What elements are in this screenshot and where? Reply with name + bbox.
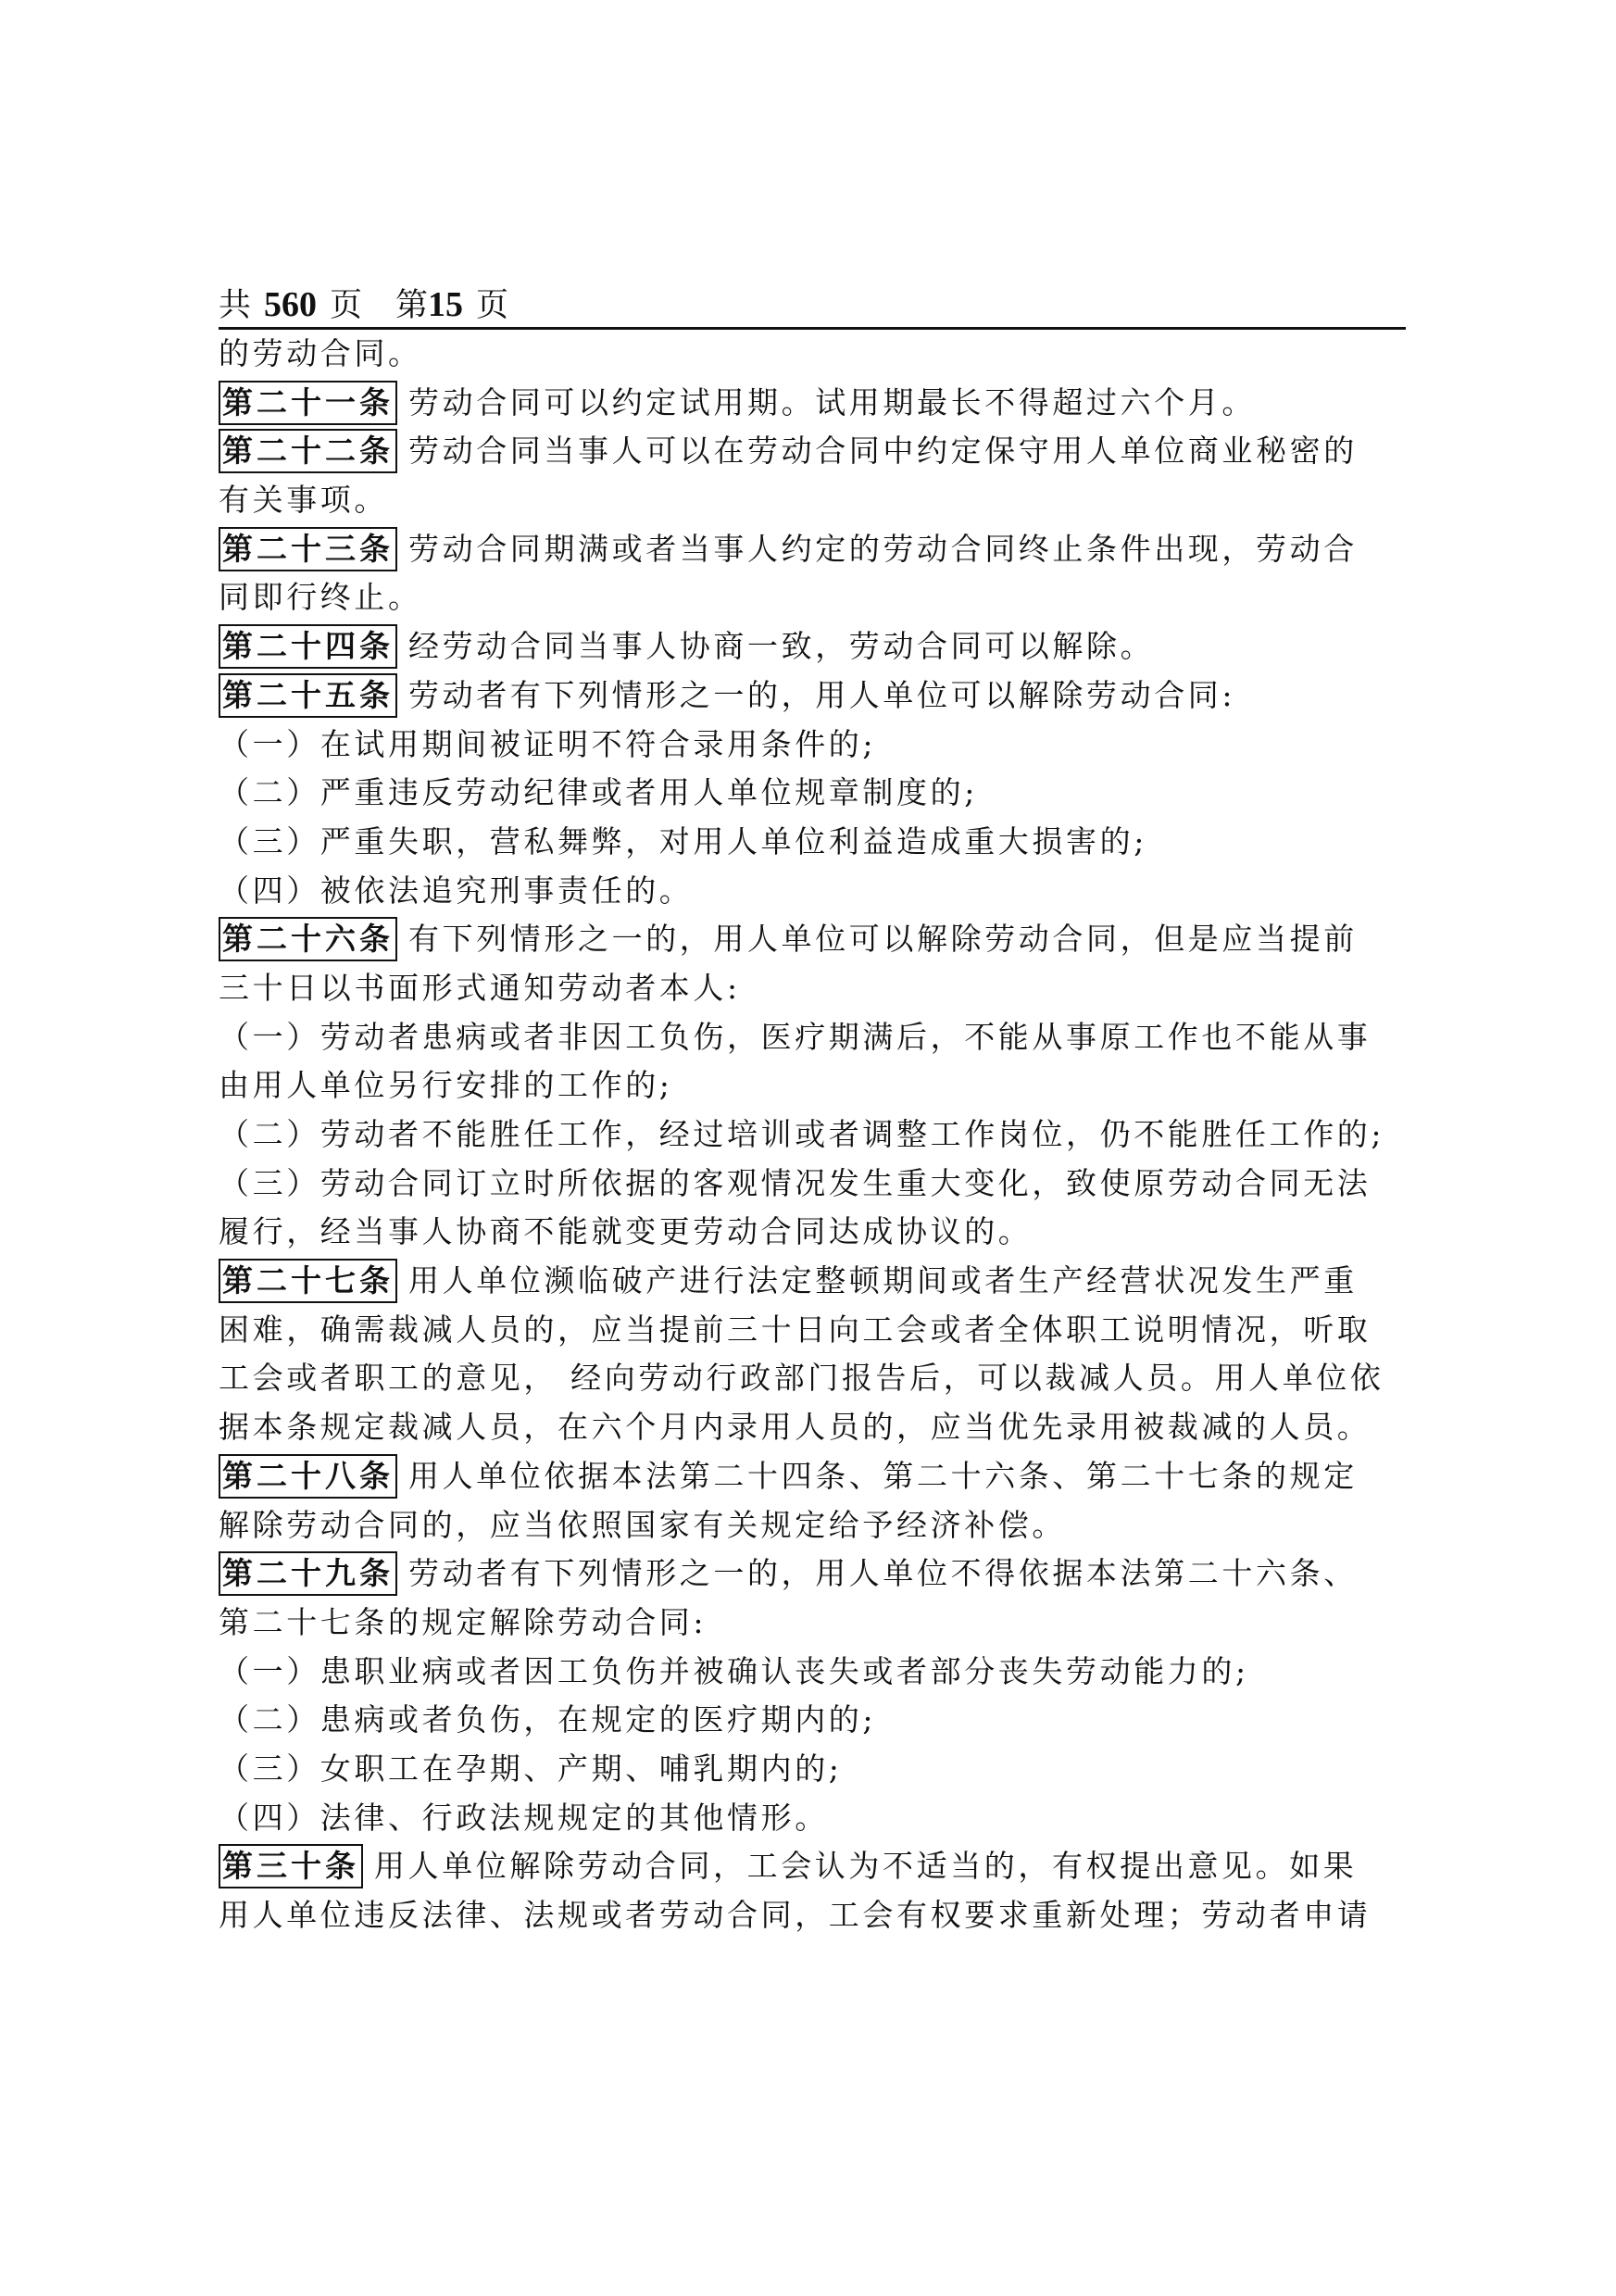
text-line [219, 573, 1406, 622]
text-line [219, 1208, 1406, 1257]
article-line [219, 525, 1406, 574]
current-page-number: 15 [428, 285, 464, 324]
article-line [219, 1842, 1406, 1891]
total-pages-suffix: 页 [330, 287, 363, 324]
line-text: 据本条规定裁减人员，在六个月内录用人员的，应当优先录用被裁减的人员。 [219, 1409, 1372, 1446]
line-text: 劳动者有下列情形之一的，用人单位不得依据本法第二十六条、 [408, 1555, 1358, 1592]
text-line [219, 721, 1406, 770]
article-number-label: 第三十条 [219, 1844, 363, 1888]
line-text: 解除劳动合同的，应当依照国家有关规定给予经济补偿。 [219, 1506, 1066, 1543]
line-text: 劳动合同期满或者当事人约定的劳动合同终止条件出现，劳动合 [408, 530, 1358, 567]
line-text: （三）劳动合同订立时所依据的客观情况发生重大变化，致使原劳动合同无法 [219, 1164, 1372, 1201]
article-number-label: 第二十三条 [219, 527, 397, 571]
line-text: 用人单位依据本法第二十四条、第二十六条、第二十七条的规定 [408, 1457, 1358, 1494]
total-pages-prefix: 共 [219, 287, 252, 324]
line-text: 第二十七条的规定解除劳动合同: [219, 1603, 708, 1640]
text-line [219, 1013, 1406, 1062]
text-line [219, 1599, 1406, 1648]
line-text: （一）在试用期间被证明不符合录用条件的; [219, 725, 877, 762]
line-text: 劳动者有下列情形之一的，用人单位可以解除劳动合同: [408, 676, 1236, 713]
line-text: 由用人单位另行安排的工作的; [219, 1067, 673, 1104]
line-text: 用人单位违反法律、法规或者劳动合同，工会有权要求重新处理；劳动者申请 [219, 1897, 1372, 1933]
line-text: 劳动合同可以约定试用期。试用期最长不得超过六个月。 [408, 383, 1256, 420]
text-line [219, 1745, 1406, 1794]
line-text: （四）被依法追究刑事责任的。 [219, 872, 694, 909]
line-text: （二）严重违反劳动纪律或者用人单位规章制度的; [219, 774, 978, 811]
text-line [219, 330, 1406, 379]
article-number-label: 第二十九条 [219, 1551, 397, 1596]
article-number-label: 第二十四条 [219, 624, 397, 669]
text-line [219, 769, 1406, 818]
line-text: 有下列情形之一的，用人单位可以解除劳动合同，但是应当提前 [408, 921, 1358, 958]
article-line [219, 427, 1406, 476]
line-text: 用人单位濒临破产进行法定整顿期间或者生产经营状况发生严重 [408, 1262, 1358, 1299]
line-text: （二）患病或者负伤，在规定的医疗期内的; [219, 1701, 877, 1738]
article-number-label: 第二十二条 [219, 429, 397, 473]
text-line [219, 476, 1406, 525]
text-line [219, 1354, 1406, 1403]
total-pages-count: 560 [264, 285, 318, 324]
text-line [219, 1794, 1406, 1843]
line-text: 履行，经当事人协商不能就变更劳动合同达成协议的。 [219, 1213, 1033, 1250]
line-text: （三）严重失职，营私舞弊，对用人单位利益造成重大损害的; [219, 822, 1147, 859]
text-line [219, 1110, 1406, 1160]
line-text: 三十日以书面形式通知劳动者本人: [219, 969, 741, 1006]
text-line [219, 1061, 1406, 1110]
text-line [219, 1891, 1406, 1940]
text-line [219, 1501, 1406, 1550]
article-number-label: 第二十八条 [219, 1454, 397, 1499]
article-number-label: 第二十六条 [219, 917, 397, 961]
line-text: （四）法律、行政法规规定的其他情形。 [219, 1799, 829, 1836]
text-line [219, 1648, 1406, 1697]
line-text: （二）劳动者不能胜任工作，经过培训或者调整工作岗位，仍不能胜任工作的; [219, 1116, 1385, 1152]
line-text: 困难，确需裁减人员的，应当提前三十日向工会或者全体职工说明情况，听取 [219, 1311, 1372, 1348]
article-number-label: 第二十一条 [219, 381, 397, 425]
article-line [219, 1549, 1406, 1599]
text-line [219, 964, 1406, 1013]
line-text: 有关事项。 [219, 482, 388, 519]
article-line [219, 671, 1406, 721]
line-text: 经劳动合同当事人协商一致，劳动合同可以解除。 [408, 628, 1155, 665]
document-body [219, 330, 1406, 1940]
text-line [219, 1160, 1406, 1209]
text-line [219, 1403, 1406, 1452]
line-text: 同即行终止。 [219, 579, 422, 616]
article-line [219, 1257, 1406, 1306]
text-line [219, 1306, 1406, 1355]
article-line [219, 379, 1406, 428]
text-line [219, 1696, 1406, 1745]
article-line [219, 622, 1406, 671]
line-text: （三）女职工在孕期、产期、哺乳期内的; [219, 1750, 843, 1787]
text-line [219, 867, 1406, 916]
text-line [219, 818, 1406, 867]
article-number-label: 第二十七条 [219, 1259, 397, 1303]
line-text: 的劳动合同。 [219, 335, 422, 371]
current-page-prefix: 第 [395, 287, 429, 324]
line-text: 用人单位解除劳动合同，工会认为不适当的，有权提出意见。如果 [374, 1848, 1358, 1885]
line-text: （一）患职业病或者因工负伤并被确认丧失或者部分丧失劳动能力的; [219, 1652, 1249, 1689]
page-header [219, 282, 1406, 330]
line-text: 劳动合同当事人可以在劳动合同中约定保守用人单位商业秘密的 [408, 433, 1358, 470]
article-line [219, 915, 1406, 964]
article-line [219, 1452, 1406, 1501]
line-text: （一）劳动者患病或者非因工负伤，医疗期满后，不能从事原工作也不能从事 [219, 1018, 1372, 1055]
line-text: 工会或者职工的意见， 经向劳动行政部门报告后，可以裁减人员。用人单位依 [219, 1360, 1384, 1397]
current-page-suffix: 页 [476, 287, 509, 324]
document-page [219, 282, 1406, 1940]
article-number-label: 第二十五条 [219, 673, 397, 718]
